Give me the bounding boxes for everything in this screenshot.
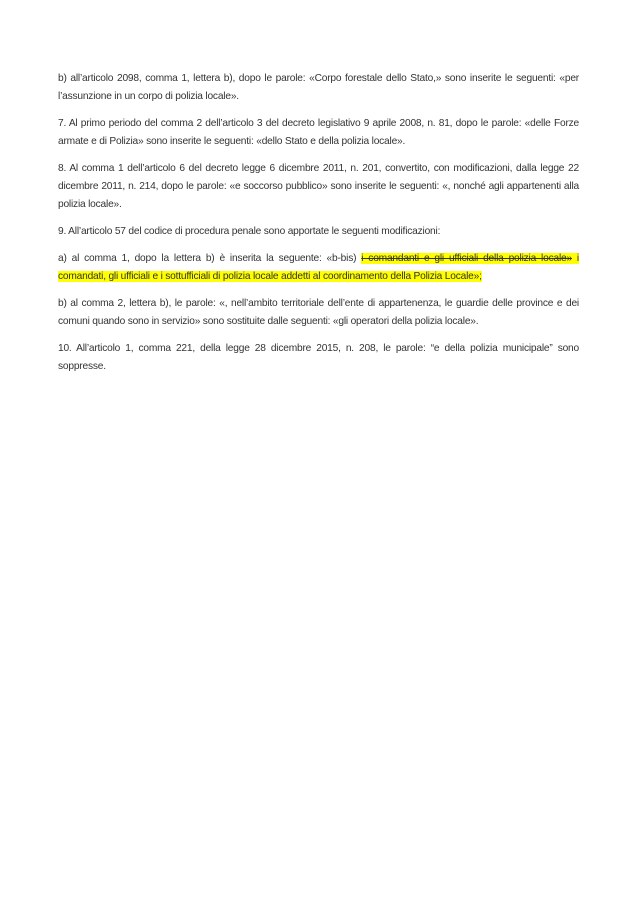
paragraph xyxy=(58,115,579,151)
paragraph xyxy=(58,223,579,241)
text-run: b) all’articolo 2098, comma 1, lettera b), dopo le parole: «Corpo forestale dello Stato,» sono inserite le seguenti: «per l’assunzione in un corpo di polizia locale». xyxy=(58,73,579,102)
text-run: b) al comma 2, lettera b), le parole: «, nell’ambito territoriale dell’ente di appartenenza, le guardie delle province e dei comuni quando sono in servizio» sono sostituite dalle seguenti: «gli operatori della polizia locale». xyxy=(58,298,579,327)
paragraph xyxy=(58,160,579,214)
text-run: 7. Al primo periodo del comma 2 dell’articolo 3 del decreto legislativo 9 aprile 2008, n. 81, dopo le parole: «delle Forze armate e di Polizia» sono inserite le seguenti: «dello Stato e della polizia locale». xyxy=(58,118,579,147)
paragraph xyxy=(58,340,579,376)
paragraph xyxy=(58,250,579,286)
highlighted-text: i comandati, gli ufficiali e i sottufficiali di polizia locale addetti al coordinamento della Polizia Locale»; xyxy=(58,253,579,282)
text-run: 9. All’articolo 57 del codice di procedura penale sono apportate le seguenti modificazioni: xyxy=(58,226,441,237)
text-run: 10. All’articolo 1, comma 221, della legge 28 dicembre 2015, n. 208, le parole: “e della polizia municipale” sono soppresse. xyxy=(58,343,579,372)
document-body xyxy=(58,70,579,376)
highlighted-struck-text: i comandanti e gli ufficiali della polizia locale» xyxy=(361,253,572,264)
paragraph xyxy=(58,295,579,331)
text-run: a) al comma 1, dopo la lettera b) è inserita la seguente: «b-bis) xyxy=(58,253,362,264)
paragraph xyxy=(58,70,579,106)
text-run: 8. Al comma 1 dell’articolo 6 del decreto legge 6 dicembre 2011, n. 201, convertito, con modificazioni, dalla legge 22 dicembre 2011, n. 214, dopo le parole: «e soccorso pubblico» sono inserite le seguenti: «, nonché agli appartenenti alla polizia locale». xyxy=(58,163,579,210)
